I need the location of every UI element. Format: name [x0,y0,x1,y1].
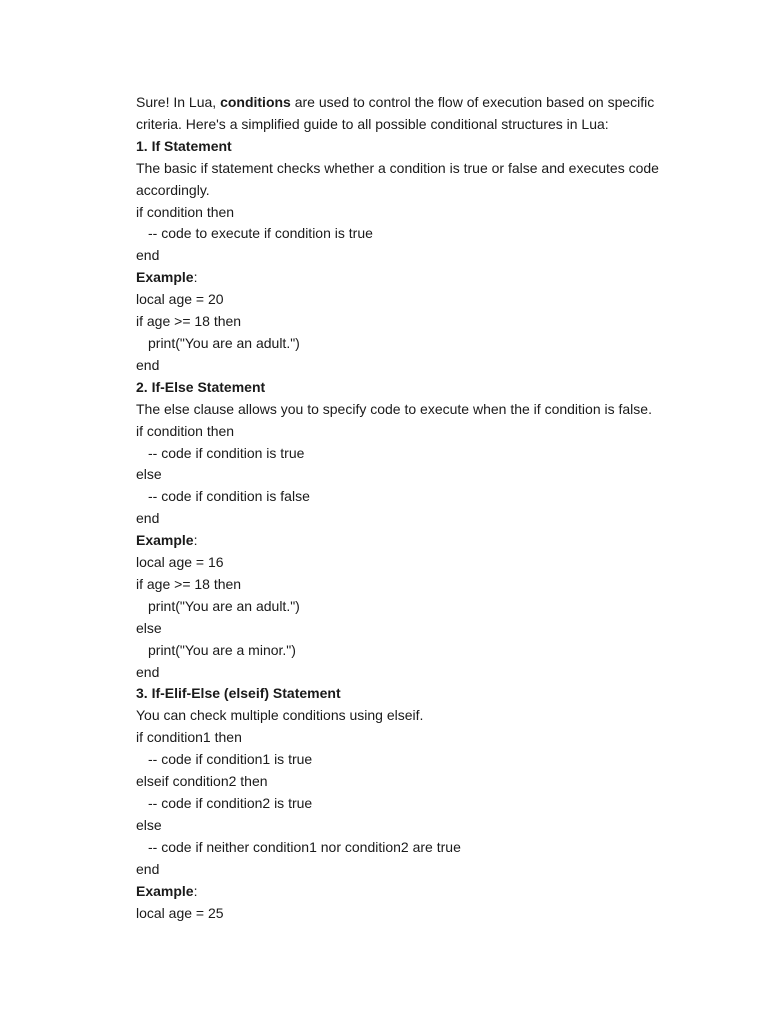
code-line: else [136,816,162,833]
code-block [136,552,681,683]
code-block [136,421,681,531]
document-page [136,92,681,924]
example-label: Example: [136,882,198,899]
section-heading: 2. If-Else Statement [136,378,266,395]
code-line: else [136,619,162,636]
code-line: print("You are an adult.") [148,597,300,614]
code-line: end [136,663,160,680]
code-line: end [136,860,160,877]
example-label: Example: [136,269,198,286]
section-description: The else clause allows you to specify code to execute when the if condition is false. [136,400,652,417]
code-line: -- code if condition is true [148,444,305,461]
section-description: The basic if statement checks whether a condition is true or false and executes code accordingly. [136,159,659,198]
code-line: end [136,247,160,264]
code-line: end [136,356,160,373]
code-line: elseif condition2 then [136,773,268,790]
intro-bold-term: conditions [220,94,291,110]
code-line: local age = 25 [136,904,224,921]
code-line: -- code if condition is false [148,488,310,505]
code-block [136,727,681,880]
code-line: if age >= 18 then [136,575,242,592]
code-line: if condition1 then [136,729,242,746]
code-line: local age = 20 [136,291,224,308]
section-heading: 3. If-Elif-Else (elseif) Statement [136,685,341,702]
intro-text-end: are used to control the flow of execution based on specific criteria. Here's a simplified guide to all possible conditional structures in Lua: [136,94,655,132]
section-heading: 1. If Statement [136,137,232,154]
code-line: -- code if neither condition1 nor condition2 are true [148,838,461,855]
intro-paragraph [136,92,681,136]
section-description: You can check multiple conditions using elseif. [136,707,424,724]
code-line: print("You are an adult.") [148,334,300,351]
example-label: Example: [136,532,198,549]
code-block [136,202,681,268]
code-line: end [136,510,160,527]
code-block [136,903,681,925]
code-line: -- code if condition1 is true [148,751,313,768]
code-line: local age = 16 [136,554,224,571]
code-block [136,289,681,377]
intro-text-start: Sure! In Lua, [136,94,221,110]
code-line: if condition then [136,422,235,439]
code-line: if age >= 18 then [136,313,242,330]
code-line: -- code to execute if condition is true [148,225,373,242]
code-line: -- code if condition2 is true [148,795,313,811]
code-line: if condition then [136,203,235,220]
code-line: else [136,466,162,483]
code-line: print("You are a minor.") [148,641,296,658]
